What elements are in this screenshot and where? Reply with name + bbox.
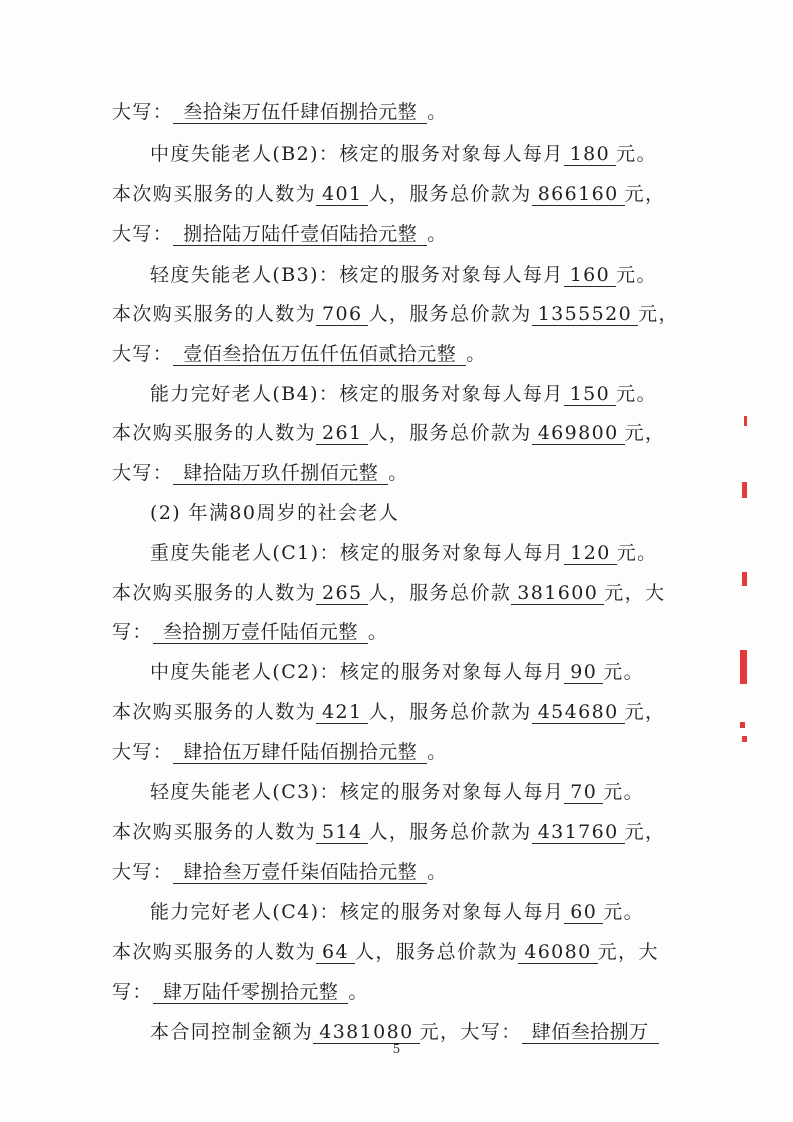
text-segment: 元。 [616,143,657,165]
text-segment: 本合同控制金额为 [150,1021,314,1043]
text-line [150,1020,659,1044]
text-line [112,182,665,206]
text-segment: 本次购买服务的人数为 [112,941,317,963]
text-line [112,302,679,326]
text-segment: (2) 年满80周岁的社会老人 [150,502,400,524]
text-segment: 元。 [616,542,658,564]
text-segment: 人，服务总价款 [368,582,512,604]
amount-in-words: 叁拾柒万伍仟肆佰捌拾元整 [173,102,427,124]
text-segment: 元，大 [604,582,666,604]
text-segment: 中度失能老人(C2)：核定的服务对象每人每月 [150,661,565,683]
total-price: 46080 [518,942,597,964]
amount-in-words: 肆拾陆万玖仟捌佰元整 [173,463,388,485]
text-segment: 写： [112,621,153,643]
monthly-amount: 70 [564,782,603,804]
amount-in-words: 肆佰叁拾捌万 [522,1022,659,1044]
text-segment: 。 [427,223,448,245]
monthly-amount: 160 [564,265,616,287]
total-price: 431760 [532,822,625,844]
text-line [150,660,644,684]
amount-in-words: 肆万陆仟零捌拾元整 [153,982,349,1004]
text-line [150,900,644,924]
seal-edge-mark [740,722,745,728]
text-segment: 本次购买服务的人数为 [112,422,317,444]
text-line [112,980,369,1004]
text-line [112,620,388,644]
text-segment: 元，大写： [419,1021,522,1043]
person-count: 514 [316,822,368,844]
total-price: 381600 [511,583,604,605]
text-segment: 元， [624,183,666,205]
text-segment: 元，大 [597,941,659,963]
text-segment: 本次购买服务的人数为 [112,701,317,723]
seal-edge-mark [742,736,747,742]
text-segment: 。 [466,343,487,365]
text-line [112,820,665,844]
total-price: 866160 [532,184,625,206]
section-heading [150,501,399,525]
text-segment: 大写： [112,462,174,484]
text-segment: 轻度失能老人(B3)：核定的服务对象每人每月 [150,264,564,286]
amount-in-words: 肆拾伍万肆仟陆佰捌拾元整 [173,742,427,764]
person-count: 64 [316,942,355,964]
text-line [112,581,665,605]
text-segment: 元， [624,701,666,723]
monthly-amount: 120 [564,543,616,565]
text-segment: 本次购买服务的人数为 [112,183,317,205]
text-segment: 。 [427,101,448,123]
text-segment: 元， [638,303,679,325]
text-segment: 。 [388,462,409,484]
person-count: 706 [316,304,368,326]
text-line [112,860,448,884]
total-price: 454680 [532,702,625,724]
page-number: 5 [392,1042,401,1056]
text-segment: 人，服务总价款为 [368,821,532,843]
text-segment: 能力完好老人(B4)：核定的服务对象每人每月 [150,383,564,405]
text-segment: 。 [367,621,389,643]
text-segment: 大写： [112,223,174,245]
text-segment: 元。 [603,781,645,803]
text-segment: 元。 [616,383,657,405]
text-segment: 元， [624,422,666,444]
seal-edge-mark [744,416,747,426]
text-line [112,100,448,124]
text-segment: 。 [427,861,448,883]
monthly-amount: 150 [564,384,616,406]
total-price: 469800 [532,423,625,445]
text-segment: 人，服务总价款为 [368,303,532,325]
text-line [112,740,448,764]
text-segment: 人，服务总价款为 [368,183,532,205]
seal-edge-mark [742,572,747,586]
text-segment: 大写： [112,861,174,883]
text-line [150,263,657,287]
contract-control-amount: 4381080 [313,1022,419,1044]
person-count: 401 [316,184,368,206]
text-segment: 轻度失能老人(C3)：核定的服务对象每人每月 [150,781,565,803]
text-segment: 人，服务总价款为 [355,941,519,963]
monthly-amount: 180 [564,144,616,166]
person-count: 265 [316,583,368,605]
text-line [112,940,659,964]
text-line [112,700,665,724]
text-segment: 重度失能老人(C1)：核定的服务对象每人每月 [150,542,565,564]
amount-in-words: 壹佰叁拾伍万伍仟伍佰贰拾元整 [173,344,466,366]
amount-in-words: 肆拾叁万壹仟柒佰陆拾元整 [173,862,427,884]
text-segment: 能力完好老人(C4)：核定的服务对象每人每月 [150,901,565,923]
person-count: 421 [316,702,368,724]
text-segment: 本次购买服务的人数为 [112,821,317,843]
text-line [150,541,658,565]
seal-edge-mark [740,650,747,684]
text-segment: 大写： [112,101,174,123]
text-segment: 本次购买服务的人数为 [112,303,317,325]
text-line [112,461,409,485]
text-segment: 人，服务总价款为 [368,701,532,723]
text-line [150,780,644,804]
text-segment: 人，服务总价款为 [368,422,532,444]
text-segment: 元。 [603,661,645,683]
text-segment: 写： [112,981,153,1003]
text-segment: 。 [427,741,448,763]
text-segment: 元。 [616,264,657,286]
text-segment: 元， [624,821,666,843]
person-count: 261 [316,423,368,445]
text-line [112,342,487,366]
text-segment: 中度失能老人(B2)：核定的服务对象每人每月 [150,143,564,165]
total-price: 1355520 [532,304,638,326]
monthly-amount: 90 [564,662,603,684]
text-segment: 。 [348,981,369,1003]
text-segment: 元。 [603,901,645,923]
text-segment: 大写： [112,343,174,365]
amount-in-words: 叁拾捌万壹仟陆佰元整 [153,622,368,644]
text-line [112,222,448,246]
text-line [150,142,657,166]
amount-in-words: 捌拾陆万陆仟壹佰陆拾元整 [173,224,427,246]
text-line [150,382,657,406]
text-segment: 大写： [112,741,174,763]
text-line [112,421,665,445]
monthly-amount: 60 [564,902,603,924]
seal-edge-mark [742,482,747,498]
text-segment: 本次购买服务的人数为 [112,582,317,604]
